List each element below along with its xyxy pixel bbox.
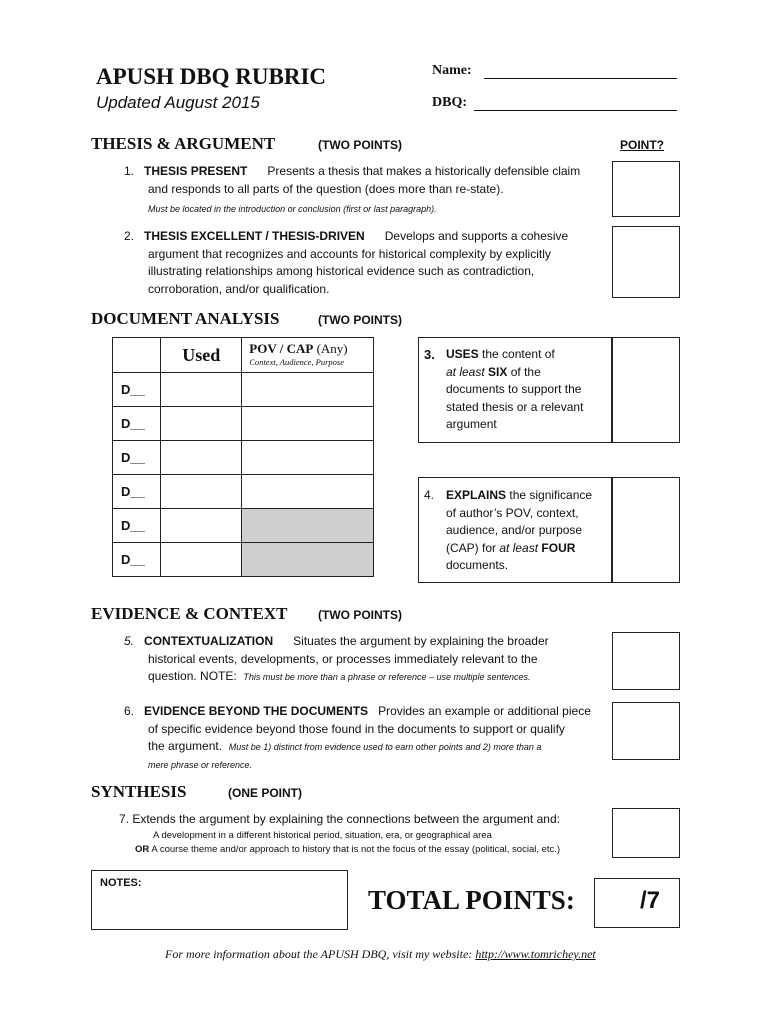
pov-cell[interactable] xyxy=(242,407,374,441)
footer xyxy=(165,947,596,962)
item-title: CONTEXTUALIZATION xyxy=(144,634,274,648)
thesis-heading: THESIS & ARGUMENT xyxy=(91,134,276,153)
thesis-item-1 xyxy=(124,163,604,219)
item-note: mere phrase or reference. xyxy=(148,759,253,770)
footer-text: For more information about the APUSH DBQ, visit my website: xyxy=(165,947,473,961)
item-note: This must be more than a phrase or reference – use multiple sentences. xyxy=(243,672,531,682)
pov-column-header: POV / CAP (Any) Context, Audience, Purpose xyxy=(242,338,374,373)
doc-row-label: D__ xyxy=(113,441,161,475)
notes-label: NOTES: xyxy=(100,877,142,889)
used-column-header: Used xyxy=(161,338,242,373)
evidence-heading: EVIDENCE & CONTEXT xyxy=(91,604,288,623)
point-box-5[interactable] xyxy=(612,632,680,690)
doc-row-label: D__ xyxy=(113,475,161,509)
item-text: and responds to all parts of the question (does more than re-state). xyxy=(148,181,504,196)
synthesis-item-7: 7. Extends the argument by explaining the connections between the argument and: A development in a different historical period, situation, era, or geographical area OR A course theme and/or approach to history that is not the focus of the essay (political, social, etc.) xyxy=(119,812,561,855)
item-text: illustrating relationships among historical evidence such as contradiction, xyxy=(148,264,535,278)
doc-item-3: 3. USES the content of at least SIX of the documents to support the stated thesis or a relevant argument xyxy=(424,346,606,434)
evidence-item-5: 5. CONTEXTUALIZATION Situates the argument by explaining the broader historical events, developments, or processes immediately relevant to the question. NOTE: This must be more than a phrase or reference – use multiple sentences. xyxy=(124,634,549,683)
doc-row-label: D__ xyxy=(113,407,161,441)
doc-row-label: D__ xyxy=(113,373,161,407)
synthesis-heading: SYNTHESIS xyxy=(91,782,187,801)
used-cell[interactable] xyxy=(161,441,242,475)
item-number: 1. xyxy=(124,164,135,178)
used-cell[interactable] xyxy=(161,509,242,543)
point-column-header: POINT? xyxy=(620,138,664,152)
item-number: 3. xyxy=(424,347,435,362)
document-analysis-heading: DOCUMENT ANALYSIS xyxy=(91,309,280,328)
point-box-4[interactable] xyxy=(612,477,680,583)
point-box-1[interactable] xyxy=(612,161,680,217)
website-link[interactable]: http://www.tomrichey.net xyxy=(475,947,596,961)
used-cell[interactable] xyxy=(161,407,242,441)
item-number: 2. xyxy=(124,229,135,243)
point-box-3[interactable] xyxy=(612,337,680,443)
thesis-item-2 xyxy=(124,228,604,298)
item-text: corroboration, and/or qualification. xyxy=(148,281,330,296)
doc-row-label: D__ xyxy=(113,509,161,543)
document-table xyxy=(112,337,374,577)
item-title: THESIS PRESENT xyxy=(144,164,248,178)
total-points-box[interactable] xyxy=(594,878,680,928)
synthesis-points: (ONE POINT) xyxy=(228,786,302,800)
item-title: EVIDENCE BEYOND THE DOCUMENTS xyxy=(144,704,369,718)
dbq-field[interactable] xyxy=(474,94,677,111)
item-number: 5. xyxy=(124,634,135,648)
doc-item-4: 4. EXPLAINS the significance of author’s POV, context, audience, and/or purpose (CAP) for at least FOUR documents. xyxy=(424,487,606,575)
total-points-value: /7 xyxy=(640,887,661,914)
thesis-points: (TWO POINTS) xyxy=(318,138,402,152)
page-title: APUSH DBQ RUBRIC xyxy=(96,64,327,89)
item-number: 4. xyxy=(424,488,435,502)
item-title: THESIS EXCELLENT / THESIS-DRIVEN xyxy=(144,229,365,243)
used-cell[interactable] xyxy=(161,475,242,509)
item-text: argument that recognizes and accounts for historical complexity by explicitly xyxy=(148,246,551,261)
item-text: Presents a thesis that makes a historically defensible claim xyxy=(267,164,581,178)
item-number: 6. xyxy=(124,704,135,718)
pov-cell-shaded xyxy=(242,509,374,543)
used-cell[interactable] xyxy=(161,543,242,577)
pov-cell[interactable] xyxy=(242,475,374,509)
name-label: Name: xyxy=(432,63,472,78)
dbq-label: DBQ: xyxy=(432,95,467,110)
name-field[interactable] xyxy=(484,62,677,79)
item-note: Must be 1) distinct from evidence used to earn other points and 2) more than a xyxy=(228,742,542,752)
pov-cell[interactable] xyxy=(242,441,374,475)
used-cell[interactable] xyxy=(161,373,242,407)
item-note: Must be located in the introduction or conclusion (first or last paragraph). xyxy=(148,204,437,214)
document-analysis-points: (TWO POINTS) xyxy=(318,313,402,327)
total-points-label: TOTAL POINTS: xyxy=(368,885,575,915)
point-box-6[interactable] xyxy=(612,702,680,760)
page-subtitle: Updated August 2015 xyxy=(96,93,260,112)
pov-cell-shaded xyxy=(242,543,374,577)
evidence-points: (TWO POINTS) xyxy=(318,608,402,622)
point-box-2[interactable] xyxy=(612,226,680,298)
point-box-7[interactable] xyxy=(612,808,680,858)
item-text: Develops and supports a cohesive xyxy=(384,229,569,243)
evidence-item-6: 6. EVIDENCE BEYOND THE DOCUMENTS Provides an example or additional piece of specific evidence beyond those found in the documents to support or qualify the argument. Must be 1) distinct from evidence used to earn other points and 2) more than a mere phrase or reference. xyxy=(124,703,604,774)
pov-cell[interactable] xyxy=(242,373,374,407)
doc-row-label: D__ xyxy=(113,543,161,577)
